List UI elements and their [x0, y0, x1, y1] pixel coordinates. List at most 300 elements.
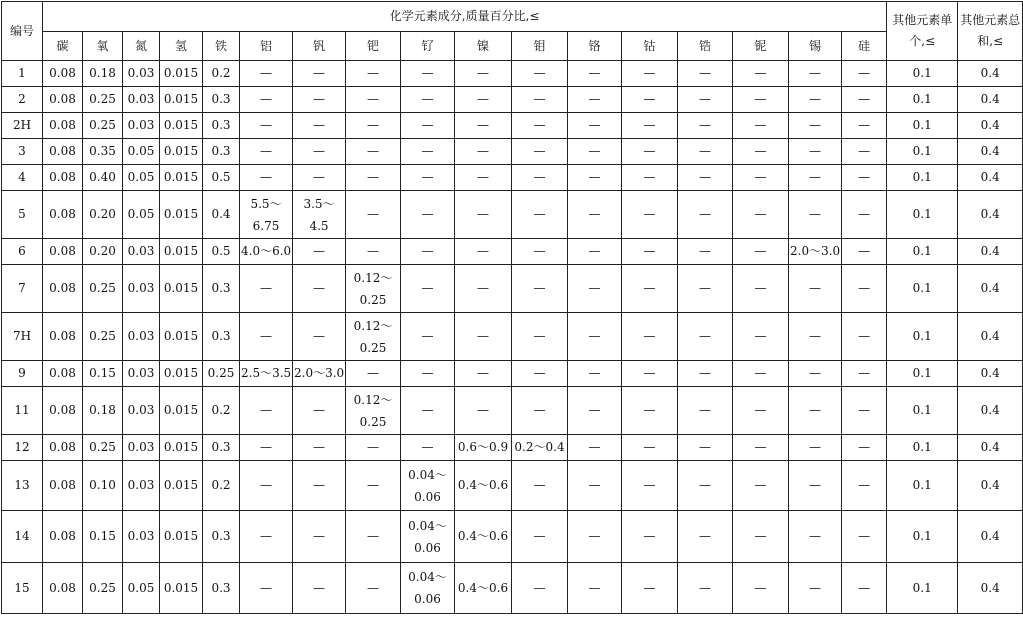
value-cell: —	[622, 435, 678, 461]
element-header: 钒	[293, 32, 346, 61]
value-cell: 0.12～0.25	[346, 313, 401, 361]
value-cell: 0.04～0.06	[401, 563, 455, 614]
value-cell: —	[240, 563, 293, 614]
value-cell: —	[568, 87, 622, 113]
value-cell: —	[622, 61, 678, 87]
element-header: 钌	[401, 32, 455, 61]
value-cell: —	[455, 87, 512, 113]
value-cell: —	[842, 61, 887, 87]
value-cell: —	[678, 87, 733, 113]
value-cell: —	[568, 313, 622, 361]
value-cell: —	[240, 165, 293, 191]
value-cell: 0.03	[123, 387, 160, 435]
value-cell: —	[346, 563, 401, 614]
table-row	[2, 113, 1023, 139]
value-cell: —	[842, 113, 887, 139]
value-cell: 0.015	[160, 139, 203, 165]
value-cell: 0.08	[43, 61, 83, 87]
value-cell: —	[240, 113, 293, 139]
value-cell: 0.015	[160, 191, 203, 239]
value-cell: —	[293, 435, 346, 461]
value-cell: 2.5～3.5	[240, 361, 293, 387]
element-header: 碳	[43, 32, 83, 61]
value-cell: —	[678, 265, 733, 313]
value-cell: 0.4	[958, 113, 1023, 139]
value-cell: 0.1	[887, 511, 958, 563]
value-cell: 0.1	[887, 191, 958, 239]
value-cell: —	[455, 61, 512, 87]
value-cell: 2.0～3.0	[789, 239, 842, 265]
value-cell: —	[733, 313, 789, 361]
value-cell: —	[789, 87, 842, 113]
value-cell: —	[455, 191, 512, 239]
value-cell: 0.05	[123, 165, 160, 191]
value-cell: 0.5	[203, 165, 240, 191]
value-cell: —	[568, 387, 622, 435]
value-cell: —	[789, 113, 842, 139]
value-cell: —	[842, 239, 887, 265]
value-cell: —	[568, 511, 622, 563]
value-cell: —	[678, 165, 733, 191]
value-cell: 0.3	[203, 139, 240, 165]
value-cell: —	[346, 61, 401, 87]
value-cell: 0.08	[43, 461, 83, 511]
value-cell: 0.1	[887, 435, 958, 461]
value-cell: —	[678, 511, 733, 563]
grade-id-cell: 11	[2, 387, 43, 435]
value-cell: —	[622, 511, 678, 563]
grade-id-cell: 7H	[2, 313, 43, 361]
value-cell: 0.015	[160, 113, 203, 139]
element-header: 钴	[622, 32, 678, 61]
value-cell: 0.10	[83, 461, 123, 511]
value-cell: 0.08	[43, 387, 83, 435]
value-cell: —	[346, 113, 401, 139]
value-cell: 0.05	[123, 139, 160, 165]
value-cell: —	[401, 61, 455, 87]
composition-group-header: 化学元素成分,质量百分比,≤	[43, 2, 887, 32]
value-cell: 0.03	[123, 461, 160, 511]
value-cell: —	[455, 165, 512, 191]
table-row	[2, 563, 1023, 614]
value-cell: —	[512, 239, 568, 265]
value-cell: —	[293, 87, 346, 113]
value-cell: 0.015	[160, 511, 203, 563]
value-cell: —	[789, 361, 842, 387]
value-cell: 0.08	[43, 563, 83, 614]
value-cell: —	[789, 563, 842, 614]
element-header: 氢	[160, 32, 203, 61]
value-cell: —	[622, 265, 678, 313]
value-cell: —	[293, 461, 346, 511]
value-cell: —	[733, 387, 789, 435]
value-cell: 0.25	[83, 313, 123, 361]
value-cell: —	[293, 511, 346, 563]
value-cell: 0.03	[123, 361, 160, 387]
value-cell: —	[568, 435, 622, 461]
value-cell: 0.15	[83, 361, 123, 387]
value-cell: 0.03	[123, 313, 160, 361]
value-cell: —	[789, 461, 842, 511]
value-cell: —	[401, 239, 455, 265]
value-cell: 0.3	[203, 435, 240, 461]
value-cell: —	[789, 139, 842, 165]
value-cell: 0.2	[203, 61, 240, 87]
value-cell: 0.015	[160, 87, 203, 113]
value-cell: —	[512, 461, 568, 511]
value-cell: —	[622, 191, 678, 239]
value-cell: —	[568, 191, 622, 239]
value-cell: 0.4	[958, 165, 1023, 191]
value-cell: —	[240, 61, 293, 87]
value-cell: 0.40	[83, 165, 123, 191]
value-cell: 0.03	[123, 113, 160, 139]
value-cell: 0.015	[160, 563, 203, 614]
value-cell: 0.1	[887, 139, 958, 165]
value-cell: 0.4	[958, 87, 1023, 113]
value-cell: 0.08	[43, 511, 83, 563]
value-cell: 0.08	[43, 313, 83, 361]
value-cell: 0.5	[203, 239, 240, 265]
value-cell: —	[733, 239, 789, 265]
value-cell: —	[401, 139, 455, 165]
element-header: 锡	[789, 32, 842, 61]
value-cell: 0.015	[160, 165, 203, 191]
value-cell: —	[455, 139, 512, 165]
table-row	[2, 511, 1023, 563]
value-cell: 0.4	[958, 361, 1023, 387]
value-cell: —	[733, 361, 789, 387]
value-cell: —	[733, 113, 789, 139]
value-cell: 0.4～0.6	[455, 563, 512, 614]
element-header: 铝	[240, 32, 293, 61]
element-header: 氧	[83, 32, 123, 61]
value-cell: 0.4	[958, 139, 1023, 165]
value-cell: —	[512, 361, 568, 387]
value-cell: 0.1	[887, 265, 958, 313]
value-cell: —	[455, 239, 512, 265]
value-cell: —	[401, 387, 455, 435]
value-cell: 0.4	[958, 387, 1023, 435]
value-cell: —	[240, 511, 293, 563]
value-cell: 0.04～0.06	[401, 461, 455, 511]
value-cell: 0.4	[958, 511, 1023, 563]
element-header: 铁	[203, 32, 240, 61]
value-cell: —	[622, 139, 678, 165]
value-cell: —	[789, 191, 842, 239]
value-cell: —	[568, 361, 622, 387]
value-cell: 0.6～0.9	[455, 435, 512, 461]
value-cell: —	[401, 265, 455, 313]
value-cell: 0.18	[83, 61, 123, 87]
value-cell: —	[622, 239, 678, 265]
value-cell: 0.20	[83, 239, 123, 265]
grade-id-cell: 3	[2, 139, 43, 165]
grade-id-cell: 15	[2, 563, 43, 614]
table-row	[2, 139, 1023, 165]
value-cell: —	[293, 265, 346, 313]
value-cell: —	[293, 387, 346, 435]
table-row	[2, 165, 1023, 191]
value-cell: 0.015	[160, 265, 203, 313]
value-cell: 0.3	[203, 313, 240, 361]
value-cell: —	[346, 361, 401, 387]
value-cell: 0.4	[958, 435, 1023, 461]
value-cell: —	[346, 435, 401, 461]
value-cell: —	[842, 511, 887, 563]
table-row	[2, 87, 1023, 113]
table-row	[2, 265, 1023, 313]
value-cell: —	[512, 139, 568, 165]
value-cell: —	[293, 239, 346, 265]
value-cell: —	[789, 313, 842, 361]
value-cell: 0.25	[83, 87, 123, 113]
value-cell: 0.1	[887, 461, 958, 511]
value-cell: —	[293, 113, 346, 139]
value-cell: 0.12～0.25	[346, 387, 401, 435]
value-cell: —	[622, 165, 678, 191]
value-cell: —	[622, 461, 678, 511]
value-cell: —	[733, 61, 789, 87]
value-cell: 0.4	[958, 265, 1023, 313]
table-row	[2, 239, 1023, 265]
value-cell: 0.1	[887, 361, 958, 387]
value-cell: 0.08	[43, 361, 83, 387]
value-cell: 0.4	[203, 191, 240, 239]
value-cell: —	[733, 563, 789, 614]
grade-id-cell: 5	[2, 191, 43, 239]
value-cell: —	[789, 511, 842, 563]
value-cell: 0.25	[203, 361, 240, 387]
element-header: 锆	[678, 32, 733, 61]
value-cell: —	[293, 61, 346, 87]
value-cell: —	[455, 387, 512, 435]
table-row	[2, 461, 1023, 511]
table-row	[2, 61, 1023, 87]
value-cell: 0.3	[203, 87, 240, 113]
value-cell: 0.03	[123, 511, 160, 563]
value-cell: 0.015	[160, 435, 203, 461]
value-cell: 0.4～0.6	[455, 511, 512, 563]
value-cell: 0.2～0.4	[512, 435, 568, 461]
table-row	[2, 435, 1023, 461]
value-cell: 0.15	[83, 511, 123, 563]
value-cell: 0.03	[123, 239, 160, 265]
value-cell: —	[401, 87, 455, 113]
value-cell: —	[733, 139, 789, 165]
value-cell: 0.3	[203, 113, 240, 139]
value-cell: 0.05	[123, 191, 160, 239]
value-cell: 0.3	[203, 563, 240, 614]
element-header: 铌	[733, 32, 789, 61]
grade-id-cell: 6	[2, 239, 43, 265]
value-cell: —	[512, 387, 568, 435]
value-cell: 0.25	[83, 113, 123, 139]
grade-id-cell: 2	[2, 87, 43, 113]
table-row	[2, 191, 1023, 239]
value-cell: —	[622, 313, 678, 361]
value-cell: 0.015	[160, 61, 203, 87]
value-cell: —	[568, 239, 622, 265]
value-cell: 0.35	[83, 139, 123, 165]
value-cell: —	[512, 265, 568, 313]
value-cell: 0.08	[43, 191, 83, 239]
value-cell: —	[678, 191, 733, 239]
value-cell: 0.1	[887, 313, 958, 361]
value-cell: —	[293, 563, 346, 614]
value-cell: 0.18	[83, 387, 123, 435]
value-cell: —	[568, 265, 622, 313]
value-cell: —	[512, 113, 568, 139]
value-cell: 0.1	[887, 239, 958, 265]
element-header: 镍	[455, 32, 512, 61]
element-header: 氮	[123, 32, 160, 61]
value-cell: 0.04～0.06	[401, 511, 455, 563]
value-cell: —	[240, 461, 293, 511]
value-cell: 0.03	[123, 435, 160, 461]
value-cell: 0.4	[958, 61, 1023, 87]
grade-id-cell: 4	[2, 165, 43, 191]
value-cell: 0.08	[43, 139, 83, 165]
value-cell: —	[455, 265, 512, 313]
value-cell: —	[293, 313, 346, 361]
grade-id-cell: 1	[2, 61, 43, 87]
value-cell: —	[512, 165, 568, 191]
value-cell: 0.08	[43, 265, 83, 313]
value-cell: —	[346, 511, 401, 563]
value-cell: —	[789, 165, 842, 191]
value-cell: 0.4	[958, 239, 1023, 265]
value-cell: —	[455, 361, 512, 387]
value-cell: —	[622, 563, 678, 614]
value-cell: 0.015	[160, 461, 203, 511]
value-cell: 0.015	[160, 387, 203, 435]
value-cell: 5.5～6.75	[240, 191, 293, 239]
table-row	[2, 361, 1023, 387]
value-cell: —	[622, 87, 678, 113]
value-cell: —	[678, 139, 733, 165]
value-cell: —	[346, 139, 401, 165]
value-cell: 0.3	[203, 265, 240, 313]
value-cell: —	[346, 461, 401, 511]
value-cell: —	[789, 387, 842, 435]
value-cell: —	[568, 165, 622, 191]
value-cell: —	[240, 313, 293, 361]
value-cell: —	[568, 461, 622, 511]
value-cell: —	[622, 361, 678, 387]
value-cell: 0.20	[83, 191, 123, 239]
value-cell: —	[512, 511, 568, 563]
value-cell: 0.1	[887, 165, 958, 191]
value-cell: —	[842, 461, 887, 511]
value-cell: 0.4～0.6	[455, 461, 512, 511]
value-cell: 0.25	[83, 435, 123, 461]
value-cell: —	[733, 165, 789, 191]
value-cell: 0.4	[958, 461, 1023, 511]
value-cell: —	[678, 313, 733, 361]
value-cell: 0.08	[43, 165, 83, 191]
value-cell: —	[401, 313, 455, 361]
other-total-header: 其他元素总和,≤	[958, 2, 1023, 61]
value-cell: —	[293, 139, 346, 165]
value-cell: —	[455, 113, 512, 139]
value-cell: —	[401, 113, 455, 139]
element-header: 钼	[512, 32, 568, 61]
element-header: 铬	[568, 32, 622, 61]
value-cell: 0.015	[160, 313, 203, 361]
value-cell: —	[842, 165, 887, 191]
value-cell: —	[678, 563, 733, 614]
value-cell: —	[733, 265, 789, 313]
value-cell: —	[842, 387, 887, 435]
value-cell: —	[622, 387, 678, 435]
value-cell: —	[842, 265, 887, 313]
value-cell: —	[346, 87, 401, 113]
value-cell: 0.1	[887, 61, 958, 87]
value-cell: 0.2	[203, 461, 240, 511]
value-cell: —	[401, 165, 455, 191]
value-cell: —	[733, 191, 789, 239]
grade-id-cell: 12	[2, 435, 43, 461]
value-cell: —	[346, 191, 401, 239]
value-cell: —	[568, 139, 622, 165]
chemical-composition-table	[1, 1, 1023, 614]
value-cell: —	[678, 435, 733, 461]
value-cell: —	[568, 563, 622, 614]
value-cell: —	[240, 387, 293, 435]
value-cell: 0.2	[203, 387, 240, 435]
value-cell: —	[678, 61, 733, 87]
value-cell: 0.08	[43, 87, 83, 113]
value-cell: 4.0～6.0	[240, 239, 293, 265]
value-cell: 0.3	[203, 511, 240, 563]
value-cell: —	[240, 139, 293, 165]
value-cell: 0.015	[160, 239, 203, 265]
value-cell: 0.1	[887, 387, 958, 435]
value-cell: —	[512, 313, 568, 361]
grade-id-cell: 7	[2, 265, 43, 313]
value-cell: —	[842, 191, 887, 239]
value-cell: —	[842, 87, 887, 113]
id-column-header: 编号	[2, 2, 43, 61]
value-cell: 3.5～4.5	[293, 191, 346, 239]
grade-id-cell: 9	[2, 361, 43, 387]
value-cell: —	[733, 435, 789, 461]
value-cell: —	[678, 387, 733, 435]
value-cell: 2.0～3.0	[293, 361, 346, 387]
value-cell: —	[240, 87, 293, 113]
value-cell: 0.03	[123, 87, 160, 113]
grade-id-cell: 2H	[2, 113, 43, 139]
value-cell: 0.4	[958, 563, 1023, 614]
table-row	[2, 387, 1023, 435]
value-cell: —	[678, 461, 733, 511]
element-header: 钯	[346, 32, 401, 61]
value-cell: —	[512, 563, 568, 614]
value-cell: —	[733, 461, 789, 511]
value-cell: 0.1	[887, 563, 958, 614]
grade-id-cell: 13	[2, 461, 43, 511]
value-cell: 0.4	[958, 313, 1023, 361]
value-cell: —	[512, 87, 568, 113]
value-cell: —	[401, 191, 455, 239]
value-cell: 0.03	[123, 61, 160, 87]
value-cell: 0.03	[123, 265, 160, 313]
value-cell: —	[401, 361, 455, 387]
value-cell: —	[842, 139, 887, 165]
value-cell: —	[622, 113, 678, 139]
value-cell: —	[568, 113, 622, 139]
